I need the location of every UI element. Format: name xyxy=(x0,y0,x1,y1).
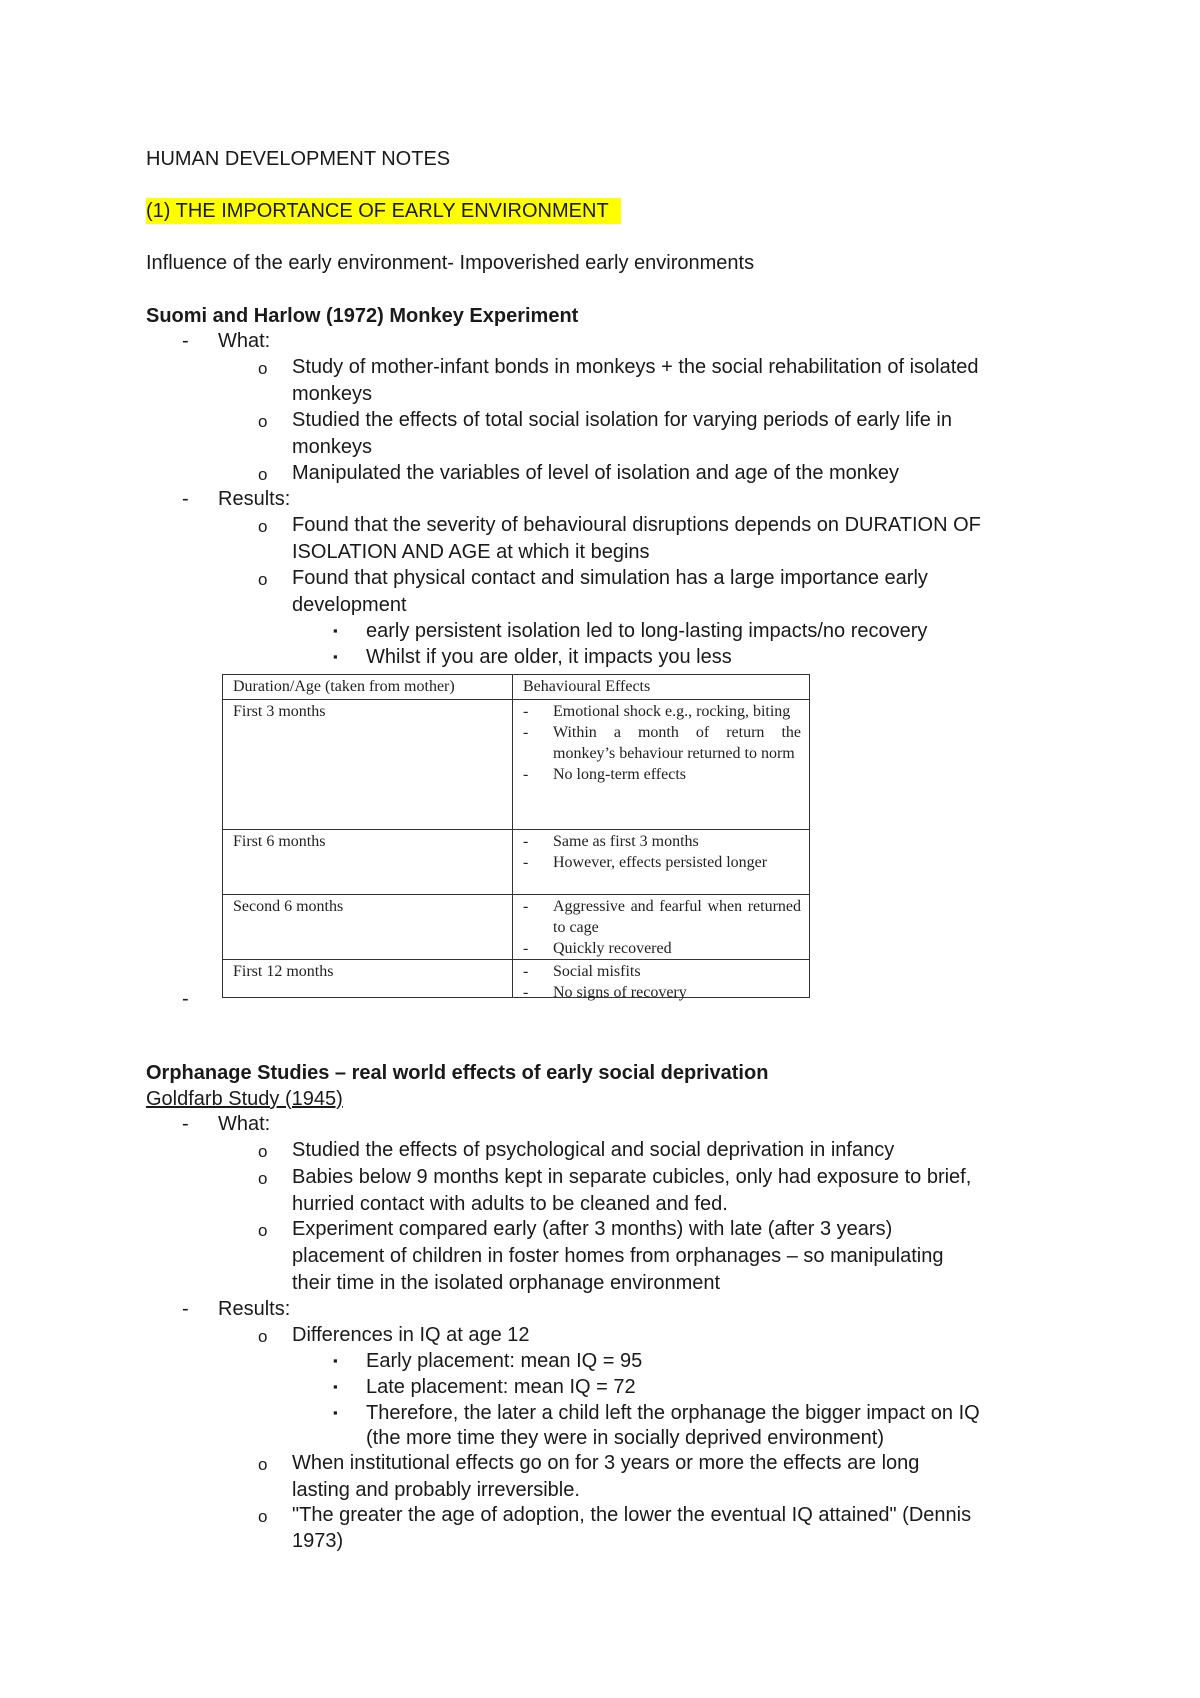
duration-cell: First 12 months xyxy=(233,963,334,980)
table-header-duration: Duration/Age (taken from mother) xyxy=(233,678,455,695)
results-label: Results: xyxy=(218,1298,291,1320)
duration-cell: First 3 months xyxy=(233,703,326,720)
effect-item: - Aggressive and fearful when returned to cage xyxy=(523,898,801,936)
square-bullet: ▪ xyxy=(333,1379,338,1394)
table-header-row xyxy=(223,675,809,699)
dash-bullet: - xyxy=(523,703,529,720)
effects-cell xyxy=(523,961,801,1003)
dash-bullet: - xyxy=(182,488,189,510)
sub-item: Whilst if you are older, it impacts you less xyxy=(366,646,732,668)
intro-text: Influence of the early environment- Impoverished early environments xyxy=(146,252,755,274)
section-heading-highlighted: (1) THE IMPORTANCE OF EARLY ENVIRONMENT xyxy=(146,198,621,224)
o-bullet: o xyxy=(258,1455,268,1474)
square-bullet: ▪ xyxy=(333,1353,338,1368)
dash-bullet: - xyxy=(523,898,529,915)
duration-cell: Second 6 months xyxy=(233,898,344,915)
dash-bullet: - xyxy=(182,1113,189,1135)
iq-item: Late placement: mean IQ = 72 xyxy=(366,1376,636,1398)
effect-item: - Social misfits xyxy=(523,963,641,980)
what-item: Babies below 9 months kept in separate cubicles, only had exposure to brief, xyxy=(292,1166,972,1188)
table-row xyxy=(223,829,809,894)
page-title: HUMAN DEVELOPMENT NOTES xyxy=(146,148,451,170)
result-item: Found that physical contact and simulation has a large importance early xyxy=(292,567,928,589)
o-bullet: o xyxy=(258,1507,268,1526)
dash-bullet: - xyxy=(182,330,189,352)
square-bullet: ▪ xyxy=(333,649,338,664)
isolation-table xyxy=(222,674,810,1001)
what-item: Experiment compared early (after 3 months) with late (after 3 years) xyxy=(292,1218,893,1240)
what-item-cont: placement of children in foster homes from orphanages – so manipulating xyxy=(292,1245,944,1267)
o-bullet: o xyxy=(258,359,268,378)
table-row xyxy=(223,959,809,1001)
effect-item: - Quickly recovered xyxy=(523,940,672,957)
iq-item-cont: (the more time they were in socially deprived environment) xyxy=(366,1427,884,1449)
dash-bullet: - xyxy=(523,766,529,783)
results-label: Results: xyxy=(218,488,291,510)
what-item-cont: monkeys xyxy=(292,436,373,458)
what-item-cont: monkeys xyxy=(292,383,373,405)
result-item: Found that the severity of behavioural disruptions depends on DURATION OF xyxy=(292,514,981,536)
effects-cell xyxy=(523,896,801,959)
dash-bullet: - xyxy=(523,984,529,1001)
effects-cell xyxy=(523,701,801,785)
o-bullet: o xyxy=(258,465,268,484)
effect-item: - Emotional shock e.g., rocking, biting xyxy=(523,703,791,720)
square-bullet: ▪ xyxy=(333,623,338,638)
o-bullet: o xyxy=(258,1142,268,1161)
effect-item: - Within a month of return the monkey’s behaviour returned to norm xyxy=(523,724,801,762)
o-bullet: o xyxy=(258,1327,268,1346)
iq-item: Therefore, the later a child left the orphanage the bigger impact on IQ xyxy=(366,1402,980,1424)
table-row xyxy=(223,699,809,829)
dash-bullet: - xyxy=(523,940,529,957)
table-header-effects: Behavioural Effects xyxy=(523,678,651,695)
table-row xyxy=(223,894,809,959)
o-bullet: o xyxy=(258,412,268,431)
dash-bullet: - xyxy=(523,963,529,980)
effects-cell xyxy=(523,831,801,873)
o-bullet: o xyxy=(258,1169,268,1188)
goldfarb-subheading: Goldfarb Study (1945) xyxy=(146,1088,343,1110)
what-label: What: xyxy=(218,1113,271,1135)
effect-item: - However, effects persisted longer xyxy=(523,854,768,871)
effect-item: - No long-term effects xyxy=(523,766,686,783)
what-item-cont: their time in the isolated orphanage environment xyxy=(292,1272,721,1294)
result-item: When institutional effects go on for 3 years or more the effects are long xyxy=(292,1452,920,1474)
what-item: Studied the effects of psychological and social deprivation in infancy xyxy=(292,1139,895,1161)
what-item: Manipulated the variables of level of isolation and age of the monkey xyxy=(292,462,900,484)
orphanage-heading: Orphanage Studies – real world effects of early social deprivation xyxy=(146,1062,769,1084)
suomi-heading: Suomi and Harlow (1972) Monkey Experiment xyxy=(146,305,579,327)
effect-item: - No signs of recovery xyxy=(523,984,687,1001)
result-item-cont: lasting and probably irreversible. xyxy=(292,1479,580,1501)
what-item-cont: hurried contact with adults to be cleaned and fed. xyxy=(292,1193,728,1215)
what-item: Study of mother-infant bonds in monkeys + the social rehabilitation of isolated xyxy=(292,356,979,378)
o-bullet: o xyxy=(258,517,268,536)
dash-bullet: - xyxy=(523,833,529,850)
dash-bullet: - xyxy=(182,1298,189,1320)
o-bullet: o xyxy=(258,570,268,589)
o-bullet: o xyxy=(258,1221,268,1240)
dash-bullet: - xyxy=(523,724,529,741)
iq-heading: Differences in IQ at age 12 xyxy=(292,1324,530,1346)
what-label: What: xyxy=(218,330,271,352)
sub-item: early persistent isolation led to long-lasting impacts/no recovery xyxy=(366,620,928,642)
dash-bullet: - xyxy=(182,988,189,1010)
what-item: Studied the effects of total social isolation for varying periods of early life in xyxy=(292,409,952,431)
effect-item: - Same as first 3 months xyxy=(523,833,699,850)
dash-bullet: - xyxy=(523,854,529,871)
result-item-cont: ISOLATION AND AGE at which it begins xyxy=(292,541,650,563)
square-bullet: ▪ xyxy=(333,1405,338,1420)
duration-cell: First 6 months xyxy=(233,833,326,850)
iq-item: Early placement: mean IQ = 95 xyxy=(366,1350,643,1372)
result-item: "The greater the age of adoption, the lower the eventual IQ attained" (Dennis xyxy=(292,1504,972,1526)
result-item-cont: 1973) xyxy=(292,1530,344,1552)
result-item-cont: development xyxy=(292,594,407,616)
